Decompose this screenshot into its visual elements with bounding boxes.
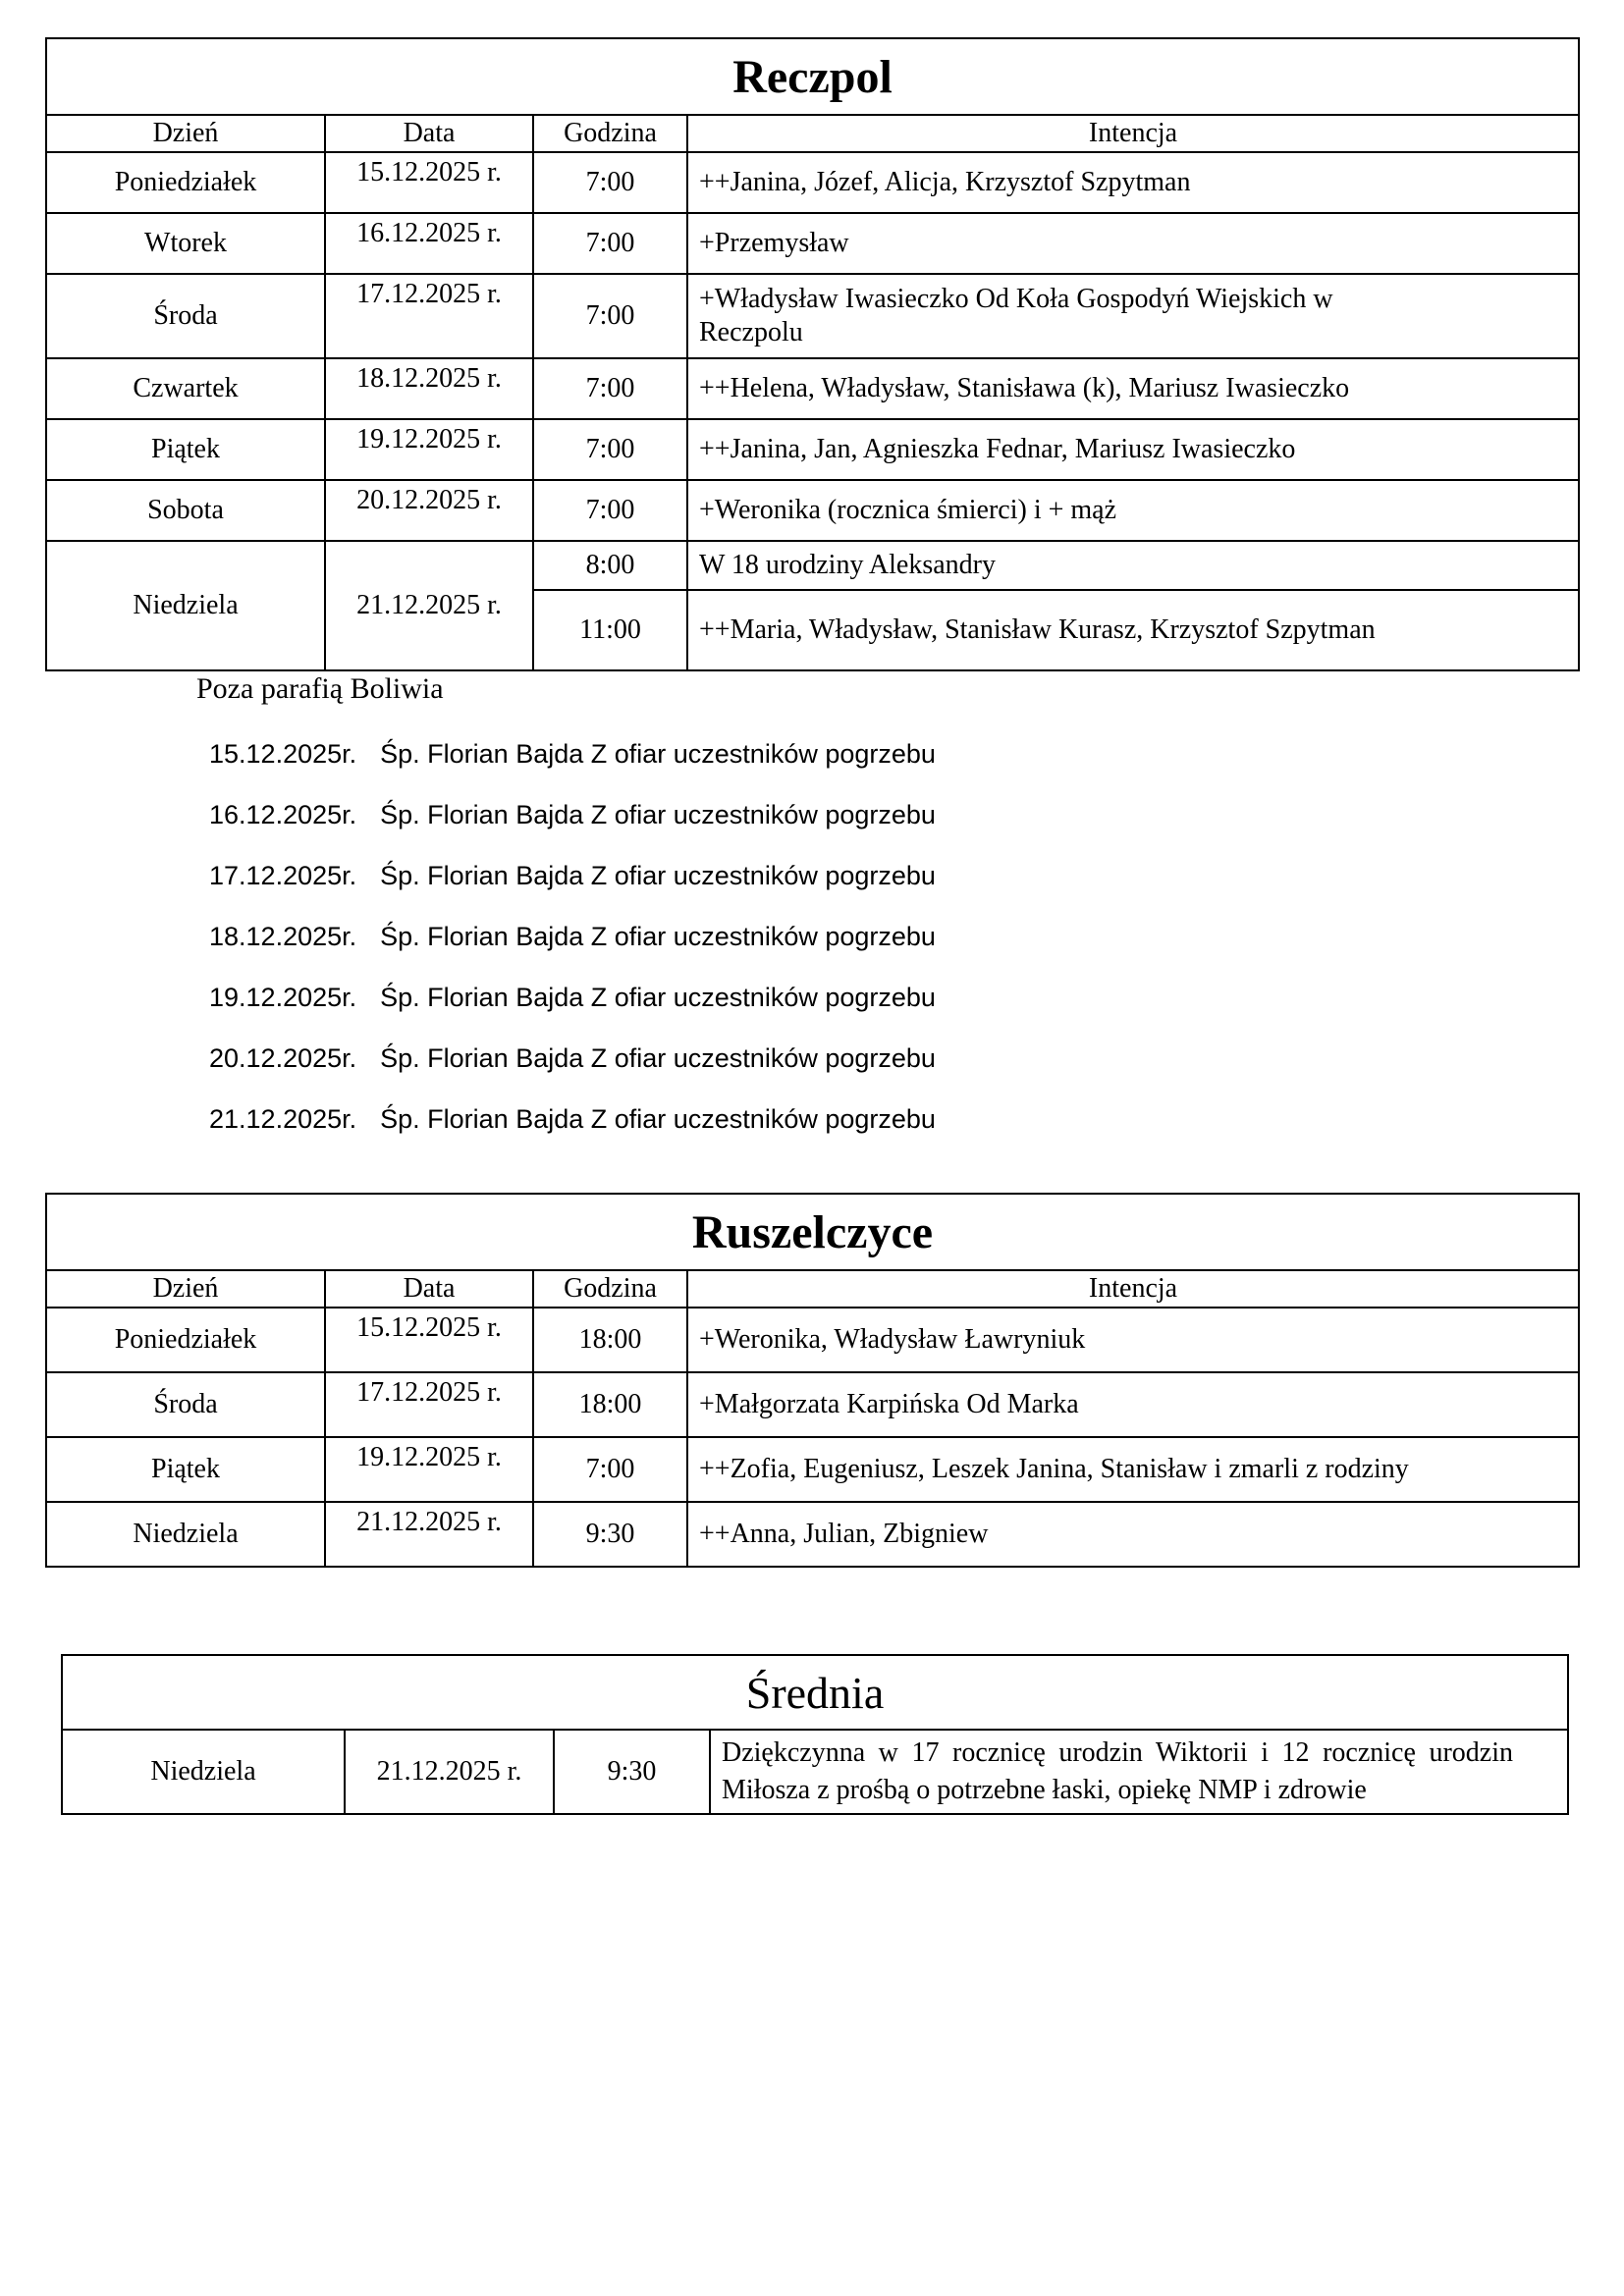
time-cell: 7:00 [533, 1437, 687, 1502]
reczpol-table [45, 37, 1580, 671]
date-cell: 18.12.2025 r. [325, 358, 533, 419]
time-cell: 9:30 [533, 1502, 687, 1567]
item-text: Śp. Florian Bajda Z ofiar uczestników pogrzebu [380, 922, 936, 951]
table-row [46, 213, 1579, 274]
item-date: 18.12.2025r. [209, 922, 357, 951]
item-date: 20.12.2025r. [209, 1043, 357, 1073]
date-cell: 19.12.2025 r. [325, 1437, 533, 1502]
item-date: 17.12.2025r. [209, 861, 357, 890]
list-item [209, 740, 936, 768]
intention-cell: +Małgorzata Karpińska Od Marka [687, 1372, 1579, 1437]
table-row [46, 480, 1579, 541]
item-text: Śp. Florian Bajda Z ofiar uczestników pogrzebu [380, 983, 936, 1012]
intention-cell [687, 274, 1579, 358]
time-cell: 11:00 [533, 590, 687, 670]
time-cell: 7:00 [533, 480, 687, 541]
header-day: Dzień [46, 115, 325, 152]
intention-cell: ++Maria, Władysław, Stanisław Kurasz, Krzysztof Szpytman [687, 590, 1579, 670]
time-cell: 18:00 [533, 1308, 687, 1372]
intention-cell [710, 1730, 1568, 1814]
list-item [209, 923, 936, 950]
day-cell: Piątek [46, 1437, 325, 1502]
list-item [209, 801, 936, 828]
ruszelczyce-table [45, 1193, 1580, 1568]
header-intention: Intencja [687, 115, 1579, 152]
date-cell: 15.12.2025 r. [325, 152, 533, 213]
header-day: Dzień [46, 1270, 325, 1308]
date-cell: 17.12.2025 r. [325, 274, 533, 358]
intention-cell: ++Zofia, Eugeniusz, Leszek Janina, Stanisław i zmarli z rodziny [687, 1437, 1579, 1502]
intention-cell: ++Janina, Jan, Agnieszka Fednar, Mariusz Iwasieczko [687, 419, 1579, 480]
date-cell: 19.12.2025 r. [325, 419, 533, 480]
item-text: Śp. Florian Bajda Z ofiar uczestników pogrzebu [380, 1104, 936, 1134]
table-row [46, 1308, 1579, 1372]
date-cell: 15.12.2025 r. [325, 1308, 533, 1372]
table-row [46, 358, 1579, 419]
time-cell: 7:00 [533, 358, 687, 419]
srednia-table [61, 1654, 1569, 1815]
header-time: Godzina [533, 115, 687, 152]
intention-cell: +Przemysław [687, 213, 1579, 274]
table-row [46, 1502, 1579, 1567]
day-cell: Niedziela [46, 541, 325, 670]
intention-cell: ++Helena, Władysław, Stanisława (k), Mariusz Iwasieczko [687, 358, 1579, 419]
intention-text: Dziękczynna w 17 rocznicę urodzin Wiktorii i 12 rocznicę urodzin Miłosza z prośbą o potrzebne łaski, opiekę NMP i zdrowie [722, 1737, 1513, 1805]
item-text: Śp. Florian Bajda Z ofiar uczestników pogrzebu [380, 1043, 936, 1073]
date-cell: 21.12.2025 r. [345, 1730, 554, 1814]
table-row [46, 274, 1579, 358]
table-header-row [46, 115, 1579, 152]
day-cell: Poniedziałek [46, 1308, 325, 1372]
list-item [209, 1044, 936, 1072]
item-date: 16.12.2025r. [209, 800, 357, 829]
table-row [62, 1730, 1568, 1814]
table-row [46, 541, 1579, 590]
time-cell: 7:00 [533, 152, 687, 213]
item-text: Śp. Florian Bajda Z ofiar uczestników pogrzebu [380, 739, 936, 769]
time-cell: 18:00 [533, 1372, 687, 1437]
list-item [209, 862, 936, 889]
ruszelczyce-title: Ruszelczyce [46, 1194, 1579, 1270]
table-title-row [62, 1655, 1568, 1730]
intention-cell: +Weronika, Władysław Ławryniuk [687, 1308, 1579, 1372]
time-cell: 8:00 [533, 541, 687, 590]
table-header-row [46, 1270, 1579, 1308]
header-date: Data [325, 115, 533, 152]
srednia-title: Średnia [62, 1655, 1568, 1730]
day-cell: Czwartek [46, 358, 325, 419]
intention-cell: W 18 urodziny Aleksandry [687, 541, 1579, 590]
item-date: 15.12.2025r. [209, 739, 357, 769]
header-time: Godzina [533, 1270, 687, 1308]
day-cell: Środa [46, 1372, 325, 1437]
table-row [46, 152, 1579, 213]
intention-cell: +Weronika (rocznica śmierci) i + mąż [687, 480, 1579, 541]
table-title-row [46, 38, 1579, 115]
list-item [209, 984, 936, 1011]
day-cell: Sobota [46, 480, 325, 541]
time-cell: 9:30 [554, 1730, 710, 1814]
outside-parish-heading: Poza parafią Boliwia [196, 672, 444, 705]
table-row [46, 1437, 1579, 1502]
day-cell: Niedziela [46, 1502, 325, 1567]
table-row [46, 1372, 1579, 1437]
date-cell: 16.12.2025 r. [325, 213, 533, 274]
date-cell: 21.12.2025 r. [325, 1502, 533, 1567]
item-text: Śp. Florian Bajda Z ofiar uczestników pogrzebu [380, 861, 936, 890]
item-text: Śp. Florian Bajda Z ofiar uczestników pogrzebu [380, 800, 936, 829]
item-date: 19.12.2025r. [209, 983, 357, 1012]
outside-parish-section [196, 671, 936, 1133]
day-cell: Poniedziałek [46, 152, 325, 213]
time-cell: 7:00 [533, 274, 687, 358]
date-cell: 17.12.2025 r. [325, 1372, 533, 1437]
time-cell: 7:00 [533, 213, 687, 274]
table-title-row [46, 1194, 1579, 1270]
day-cell: Wtorek [46, 213, 325, 274]
date-cell: 20.12.2025 r. [325, 480, 533, 541]
header-intention: Intencja [687, 1270, 1579, 1308]
table-row [46, 419, 1579, 480]
day-cell: Środa [46, 274, 325, 358]
day-cell: Niedziela [62, 1730, 345, 1814]
intention-cell: ++Anna, Julian, Zbigniew [687, 1502, 1579, 1567]
time-cell: 7:00 [533, 419, 687, 480]
intention-text: +Władysław Iwasieczko Od Koła Gospodyń Wiejskich w Reczpolu [699, 284, 1333, 347]
header-date: Data [325, 1270, 533, 1308]
list-item [209, 1105, 936, 1133]
day-cell: Piątek [46, 419, 325, 480]
reczpol-title: Reczpol [46, 38, 1579, 115]
item-date: 21.12.2025r. [209, 1104, 357, 1134]
intention-cell: ++Janina, Józef, Alicja, Krzysztof Szpytman [687, 152, 1579, 213]
date-cell: 21.12.2025 r. [325, 541, 533, 670]
